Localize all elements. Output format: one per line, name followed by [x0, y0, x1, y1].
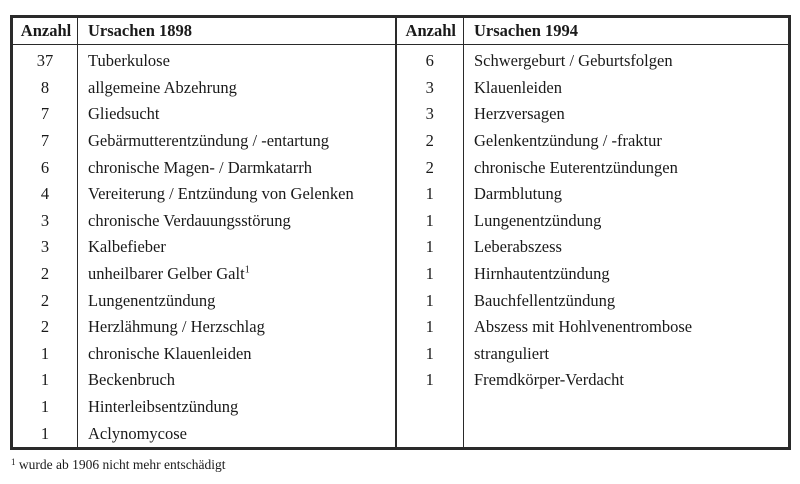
cause-1898-cell: [78, 261, 396, 288]
count-1994-cell: [396, 234, 464, 261]
table-row: [12, 154, 790, 181]
cause-1898-text: Hinterleibsentzündung: [88, 397, 239, 417]
cause-1994-text: Leberabszess: [474, 237, 562, 257]
footnote-marker: 1: [11, 457, 16, 467]
count-1994-cell: [396, 394, 464, 421]
cause-1994-cell: [464, 234, 790, 261]
count-1898-text: 7: [40, 104, 50, 124]
cause-1994-text: Schwergeburt / Geburtsfolgen: [474, 51, 673, 71]
cause-1994-cell: [464, 75, 790, 102]
count-1994-text: 1: [425, 370, 434, 390]
table-row: [12, 128, 790, 155]
count-1994-text: 1: [425, 210, 434, 230]
table-row: [12, 314, 790, 341]
count-1994-text: 2: [425, 131, 434, 151]
cause-1898-text: Aclynomycose: [88, 423, 187, 443]
count-1898-cell: [12, 234, 78, 261]
cause-1994-text: chronische Euterentzündungen: [474, 157, 678, 177]
table-row: [12, 45, 790, 75]
cause-1898-text: Herzlähmung / Herzschlag: [88, 317, 265, 337]
count-1994-cell: [396, 45, 464, 75]
cause-1898-cell: [78, 234, 396, 261]
count-1898-text: 3: [40, 237, 50, 257]
cause-1898-cell: [78, 208, 396, 235]
cause-1994-text: stranguliert: [474, 343, 550, 363]
cause-1898-text: Kalbefieber: [88, 237, 166, 257]
count-1994-cell: [396, 208, 464, 235]
cause-1898-text: Tuberkulose: [88, 51, 170, 71]
cause-1994-text: Abszess mit Hohlvenentrombose: [474, 317, 693, 337]
cause-1898-text: Beckenbruch: [88, 370, 176, 390]
cause-1898-cell: [78, 287, 396, 314]
count-1994-text: 1: [425, 184, 434, 204]
cause-1994-cell: [464, 208, 790, 235]
table-row: [12, 234, 790, 261]
count-1898-text: 8: [40, 77, 50, 97]
count-1994-cell: [396, 287, 464, 314]
count-1898-text: 6: [40, 157, 50, 177]
header-count-1994: Anzahl: [396, 17, 464, 45]
cause-1898-cell: [78, 75, 396, 102]
count-1898-cell: [12, 128, 78, 155]
count-1898-text: 1: [40, 397, 50, 417]
count-1898-text: 1: [40, 343, 50, 363]
cause-1994-text: Gelenkentzündung / -fraktur: [474, 131, 662, 151]
table-row: [12, 341, 790, 368]
footnote-ref: 1: [244, 264, 250, 276]
cause-1898-cell: [78, 128, 396, 155]
count-1898-text: 7: [40, 131, 50, 151]
cause-1898-text: chronische Klauenleiden: [88, 343, 252, 363]
cause-1898-text: Gebärmutterentzündung / -entartung: [88, 131, 329, 151]
count-1898-cell: [12, 181, 78, 208]
table-row: [12, 261, 790, 288]
count-1994-text: 1: [425, 237, 434, 257]
cause-1898-cell: [78, 341, 396, 368]
count-1898-cell: [12, 101, 78, 128]
table-row: [12, 394, 790, 421]
count-1994-cell: [396, 75, 464, 102]
table-row: [12, 420, 790, 448]
cause-1898-cell: [78, 420, 396, 448]
count-1994-cell: [396, 261, 464, 288]
cause-1898-text: chronische Verdauungsstörung: [88, 210, 291, 230]
footnote: [11, 457, 225, 473]
count-1898-cell: [12, 75, 78, 102]
cause-1994-cell: [464, 45, 790, 75]
cause-1898-cell: [78, 101, 396, 128]
count-1994-text: 1: [425, 343, 434, 363]
count-1898-text: 2: [40, 317, 50, 337]
table-row: [12, 367, 790, 394]
count-1898-text: 2: [40, 290, 50, 310]
count-1898-cell: [12, 341, 78, 368]
count-1994-text: 1: [425, 264, 434, 284]
header-count-1898: Anzahl: [12, 17, 78, 45]
header-row: [12, 17, 790, 45]
count-1898-text: 37: [36, 51, 54, 71]
count-1898-text: 3: [40, 210, 50, 230]
count-1898-text: 1: [40, 423, 50, 443]
header-causes-1898: Ursachen 1898: [78, 17, 396, 45]
cause-1994-text: Darmblutung: [474, 184, 562, 204]
table-row: [12, 75, 790, 102]
cause-1994-text: Klauenleiden: [474, 77, 562, 97]
cause-1994-cell: [464, 314, 790, 341]
count-1994-text: 6: [425, 51, 434, 71]
cause-1994-text: Fremdkörper-Verdacht: [474, 370, 624, 390]
footnote-text: wurde ab 1906 nicht mehr entschädigt: [15, 457, 226, 472]
count-1994-text: 3: [425, 104, 434, 124]
count-1898-cell: [12, 45, 78, 75]
cause-1898-cell: [78, 154, 396, 181]
count-1994-cell: [396, 128, 464, 155]
cause-1994-text: Bauchfellentzündung: [474, 290, 616, 310]
count-1994-text: 1: [425, 290, 434, 310]
table-row: [12, 181, 790, 208]
header-causes-1994: Ursachen 1994: [464, 17, 790, 45]
cause-1898-text: Vereiterung / Entzündung von Gelenken: [88, 184, 354, 204]
count-1994-text: 3: [425, 77, 434, 97]
count-1994-cell: [396, 420, 464, 448]
count-1898-cell: [12, 367, 78, 394]
cause-1994-cell: [464, 128, 790, 155]
causes-table: [10, 15, 791, 450]
cause-1994-cell: [464, 341, 790, 368]
count-1898-cell: [12, 208, 78, 235]
cause-1898-text: chronische Magen- / Darmkatarrh: [88, 157, 313, 177]
count-1898-text: 4: [40, 184, 50, 204]
count-1898-cell: [12, 154, 78, 181]
count-1898-cell: [12, 314, 78, 341]
cause-1898-cell: [78, 314, 396, 341]
cause-1898-cell: [78, 367, 396, 394]
table-row: [12, 208, 790, 235]
count-1898-cell: [12, 420, 78, 448]
cause-1994-cell: [464, 101, 790, 128]
cause-1994-cell: [464, 420, 790, 448]
cause-1898-text: allgemeine Abzehrung: [88, 77, 237, 97]
cause-1994-cell: [464, 181, 790, 208]
cause-1898-text: unheilbarer Gelber Galt: [88, 264, 245, 284]
cause-1898-text: Gliedsucht: [88, 104, 160, 124]
cause-1994-cell: [464, 287, 790, 314]
table-row: [12, 101, 790, 128]
count-1994-text: 1: [425, 317, 434, 337]
cause-1994-cell: [464, 154, 790, 181]
count-1898-cell: [12, 287, 78, 314]
count-1994-cell: [396, 367, 464, 394]
count-1898-cell: [12, 261, 78, 288]
table-row: [12, 287, 790, 314]
count-1994-cell: [396, 154, 464, 181]
count-1994-cell: [396, 101, 464, 128]
cause-1898-cell: [78, 181, 396, 208]
cause-1898-cell: [78, 394, 396, 421]
cause-1898-cell: [78, 45, 396, 75]
count-1994-text: 2: [425, 157, 434, 177]
count-1898-cell: [12, 394, 78, 421]
cause-1898-text: Lungenentzündung: [88, 290, 216, 310]
count-1994-cell: [396, 181, 464, 208]
count-1898-text: 2: [40, 264, 50, 284]
cause-1994-cell: [464, 394, 790, 421]
count-1994-cell: [396, 341, 464, 368]
cause-1994-text: Herzversagen: [474, 104, 565, 124]
cause-1994-cell: [464, 367, 790, 394]
count-1994-cell: [396, 314, 464, 341]
cause-1994-text: Lungenentzündung: [474, 210, 602, 230]
count-1898-text: 1: [40, 370, 50, 390]
cause-1994-cell: [464, 261, 790, 288]
cause-1994-text: Hirnhautentzündung: [474, 264, 610, 284]
